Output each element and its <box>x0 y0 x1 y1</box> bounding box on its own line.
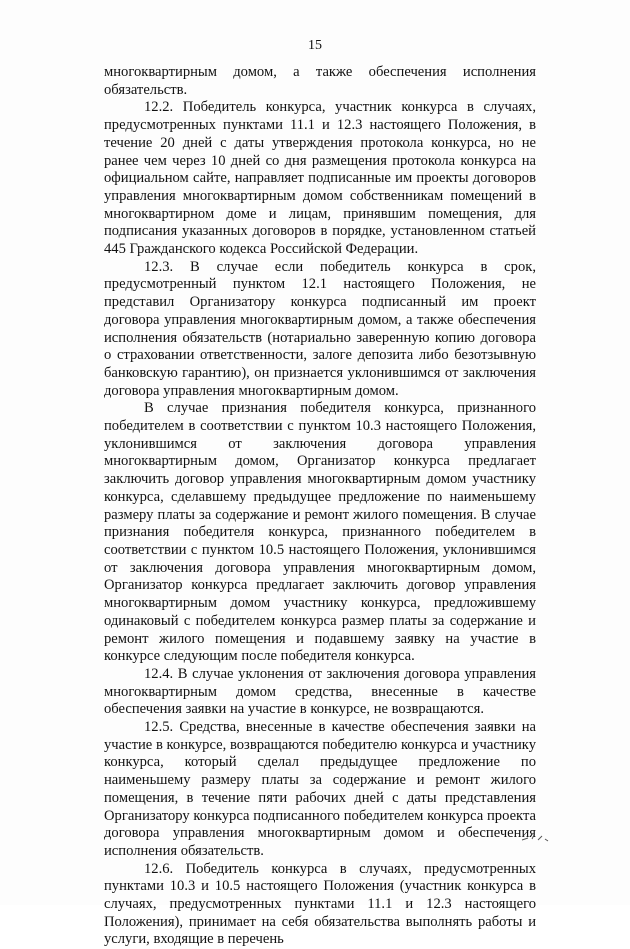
paragraph-12-4: 12.4. В случае уклонения от заключения договора управления многоквартирным домом средства, внесенные в качестве обеспечения заявки на участие в конкурсе, не возвращаются. <box>104 665 536 718</box>
page-number: 15 <box>308 38 322 53</box>
document-body <box>104 64 536 949</box>
paragraph-12-3-cont: В случае признания победителя конкурса, признанного победителем в соответствии с пунктом 10.3 настоящего Положения, уклонившимся от заключения договора управления многоквартирным домом, Организатор конкурса предлагает заключить договор управления многоквартирным домом участнику конкурса, сделавшему предыдущее предложение по наименьшему размеру платы за содержание и ремонт жилого помещения. В случае признания победителя конкурса, признанного победителем в соответствии с пунктом 10.5 настоящего Положения, уклонившимся от заключения договора управления многоквартирным домом, Организатор конкурса предлагает заключить договор управления многоквартирным домом участнику конкурса, предложившему одинаковый с победителем конкурса размер платы за содержание и ремонт жилого помещения и подавшему заявку на участие в конкурсе следующим после победителя конкурса. <box>104 400 536 665</box>
stamp-mark <box>520 830 550 847</box>
paragraph-12-6: 12.6. Победитель конкурса в случаях, предусмотренных пунктами 10.3 и 10.5 настоящего Положения (участник конкурса в случаях, предусмотренных пунктами 11.1 и 12.3 настоящего Положения), принимает на себя обязательства выполнять работы и услуги, входящие в перечень <box>104 860 536 948</box>
paragraph-12-5: 12.5. Средства, внесенные в качестве обеспечения заявки на участие в конкурсе, возвращаются победителю конкурса и участнику конкурса, который сделал предыдущее предложение по наименьшему размеру платы за содержание и ремонт жилого помещения, в течение пяти рабочих дней с даты представления Организатору конкурса подписанного победителем конкурса проекта договора управления многоквартирным домом и обеспечения исполнения обязательств. <box>104 719 536 859</box>
paragraph-12-2: 12.2. Победитель конкурса, участник конкурса в случаях, предусмотренных пунктами 11.1 и 12.3 настоящего Положения, в течение 20 дней с даты утверждения протокола конкурса, но не ранее чем через 10 дней со дня размещения протокола конкурса на официальном сайте, направляет подписанные им проекты договоров управления многоквартирным домом собственникам помещений в многоквартирном доме и лицам, принявшим помещения, для подписания указанных договоров в порядке, установленном статьей 445 Гражданского кодекса Российской Федерации. <box>104 99 536 258</box>
paragraph-continuation: многоквартирным домом, а также обеспечения исполнения обязательств. <box>104 64 536 98</box>
paragraph-12-3: 12.3. В случае если победитель конкурса в срок, предусмотренный пунктом 12.1 настоящего Положения, не представил Организатору конкурса подписанный им проект договора управления многоквартирным домом, а также обеспечения исполнения обязательств (нотариально заверенную копию договора о страховании ответственности, залоге депозита либо безотзывную банковскую гарантию), он признается уклонившимся от заключения договора управления многоквартирным домом. <box>104 258 536 399</box>
